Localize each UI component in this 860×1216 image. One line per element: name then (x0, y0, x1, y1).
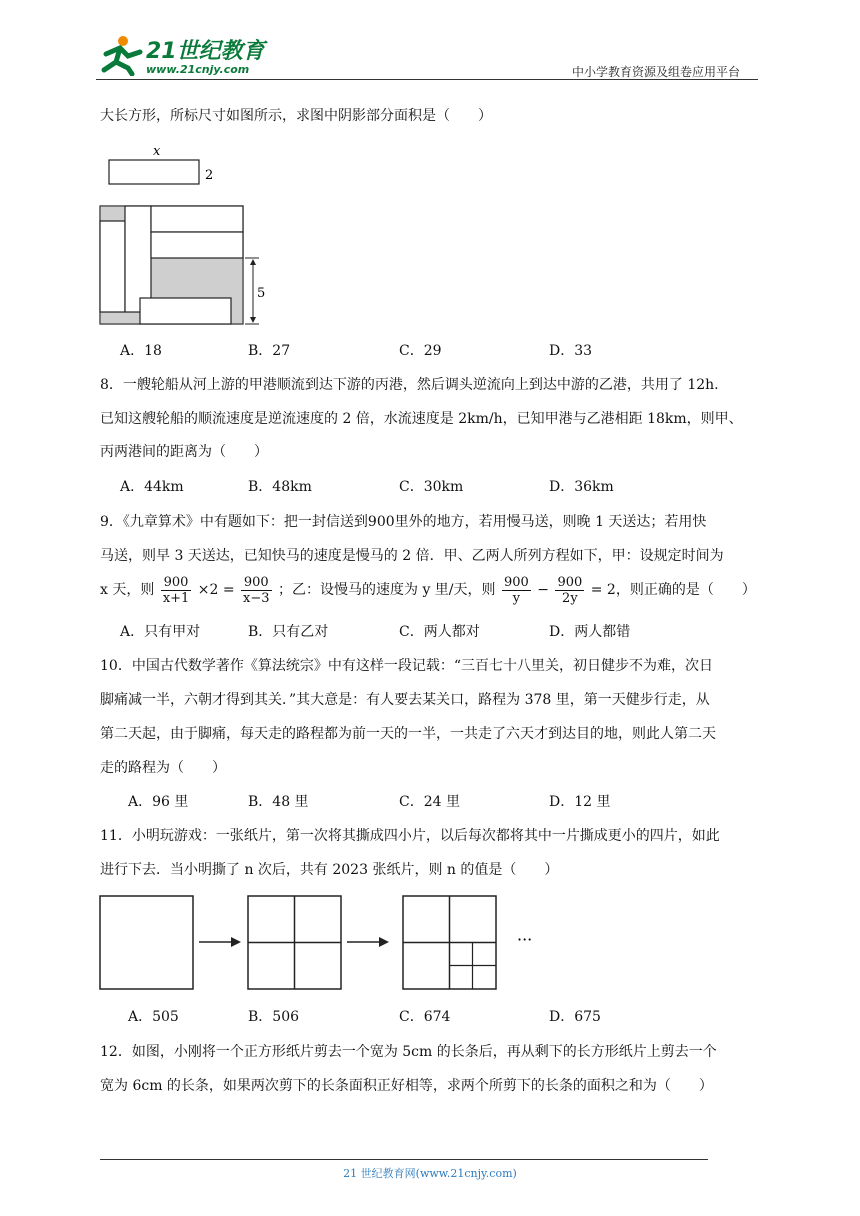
q7-option-d: D．33 (549, 343, 593, 359)
q10-option-b: B．48 里 (248, 794, 309, 810)
q7-label-x: x (153, 144, 161, 159)
q9-f2-num: 900 (241, 575, 272, 591)
footer-text: 21 世纪教育网(www.21cnjy.com) (343, 1167, 517, 1180)
q7-small-rect (109, 160, 199, 184)
q7-figure (95, 140, 275, 330)
q9-f3-num: 900 (503, 574, 529, 590)
q10-line2: 脚痛减一半，六朝才得到其关．”其大意是：有人要去某关口，路程为 378 里，第一天健步行走，从 (100, 692, 710, 708)
q7-option-b: B．27 (248, 343, 291, 359)
q10-option-c: C．24 里 (399, 794, 460, 810)
q9-f3-den: y (512, 590, 521, 606)
header-divider (96, 79, 758, 80)
q9-fraction-2 (241, 575, 272, 606)
q8-option-d: D．36km (549, 479, 614, 495)
q8-line3: 丙两港间的距离为（ ） (100, 444, 268, 460)
q9-f4-num: 900 (557, 574, 583, 590)
q7-option-c: C．29 (399, 343, 442, 359)
logo-url: www.21cnjy.com (146, 63, 250, 76)
q9-l3-b: ×2 = (197, 582, 235, 598)
q11-square-1 (100, 896, 193, 989)
q11-arrow-2 (379, 937, 389, 947)
q9-f1-num: 900 (161, 575, 192, 591)
q9-f1-den: x+1 (162, 590, 190, 606)
q9-fraction-1 (161, 575, 192, 606)
q7-option-a: A．18 (120, 343, 162, 359)
q7-strip-v2 (125, 206, 151, 312)
q9-l3-d: − (537, 582, 549, 598)
q10-line1: 10．中国古代数学著作《算法统宗》中有这样一段记载：“三百七十八里关，初日健步不为难，次日 (100, 658, 713, 674)
q7-strip-h3 (140, 298, 231, 324)
q10-line3: 第二天起，由于脚痛，每天走的路程都为前一天的一半，一共走了六天才到达目的地，则此人第二天 (100, 726, 716, 742)
q10-option-d: D．12 里 (549, 794, 611, 810)
q7-text: 大长方形，所标尺寸如图所示，求图中阴影部分面积是（ ） (100, 108, 492, 124)
q11-line1: 11．小明玩游戏：一张纸片，第一次将其撕成四小片，以后每次都将其中一片撕成更小的四片，如此 (100, 828, 720, 844)
q11-option-a: A．505 (128, 1009, 179, 1025)
q8-option-b: B．48km (248, 479, 312, 495)
q12-line1: 12．如图，小刚将一个正方形纸片剪去一个宽为 5cm 的长条后，再从剩下的长方形纸片上剪去一个 (100, 1044, 717, 1060)
platform-name: 中小学教育资源及组卷应用平台 (572, 65, 741, 79)
q8-line2: 已知这艘轮船的顺流速度是逆流速度的 2 倍，水流速度是 2km/h，已知甲港与乙港相距 18km，则甲、 (100, 411, 743, 427)
q12-line2: 宽为 6cm 的长条，如果两次剪下的长条面积正好相等，求两个所剪下的长条的面积之和为（ ） (100, 1078, 713, 1094)
q9-f4-den: 2y (562, 590, 578, 606)
q7-shade-bottomleft (100, 312, 140, 324)
q7-strip-h2 (151, 232, 243, 258)
q7-label-2: 2 (205, 168, 214, 183)
q8-line1: 8．一艘轮船从河上游的甲港顺流到达下游的丙港，然后调头逆流向上到达中游的乙港，共用了 12h. (100, 377, 719, 393)
q9-l3-a: x 天，则 (100, 582, 155, 598)
q7-label-5: 5 (257, 286, 266, 301)
q10-line4: 走的路程为（ ） (100, 760, 226, 776)
q9-option-c: C．两人都对 (399, 624, 480, 640)
q11-option-d: D．675 (549, 1009, 601, 1025)
q9-l3-c: ；乙：设慢马的速度为 y 里/天，则 (278, 582, 496, 598)
q8-option-a: A．44km (120, 479, 184, 495)
q7-strip-h1 (151, 206, 243, 232)
q9-fraction-3 (502, 575, 531, 606)
q11-ellipsis: ··· (517, 930, 533, 949)
footer-divider (100, 1159, 708, 1160)
q9-line3 (100, 574, 756, 606)
q9-option-a: A．只有甲对 (120, 624, 201, 640)
q9-l3-e: = 2，则正确的是（ ） (590, 582, 756, 598)
q9-option-b: B．只有乙对 (248, 624, 329, 640)
q9-line1: 9．《九章算术》中有题如下：把一封信送到900里外的地方，若用慢马送，则晚 1 天送达；若用快 (100, 514, 707, 530)
q11-arrow-1 (231, 937, 241, 947)
runner-logo-icon (96, 34, 146, 76)
q9-fraction-4 (555, 575, 584, 606)
q11-option-b: B．506 (248, 1009, 300, 1025)
q9-option-d: D．两人都错 (549, 624, 631, 640)
logo-title: 21世纪教育 (146, 39, 265, 64)
q7-shade-topleft (100, 206, 125, 221)
header (0, 0, 860, 85)
q9-f2-den: x−3 (243, 590, 270, 606)
q7-strip-v1 (100, 221, 125, 312)
q11-figure (95, 892, 555, 992)
q9-line2: 马送，则早 3 天送达，已知快马的速度是慢马的 2 倍．甲、乙两人所列方程如下，甲：设规定时间为 (100, 548, 724, 564)
q8-option-c: C．30km (399, 479, 464, 495)
q11-option-c: C．674 (399, 1009, 451, 1025)
q11-line2: 进行下去．当小明撕了 n 次后，共有 2023 张纸片，则 n 的值是（ ） (100, 862, 559, 878)
q10-option-a: A．96 里 (128, 794, 189, 810)
